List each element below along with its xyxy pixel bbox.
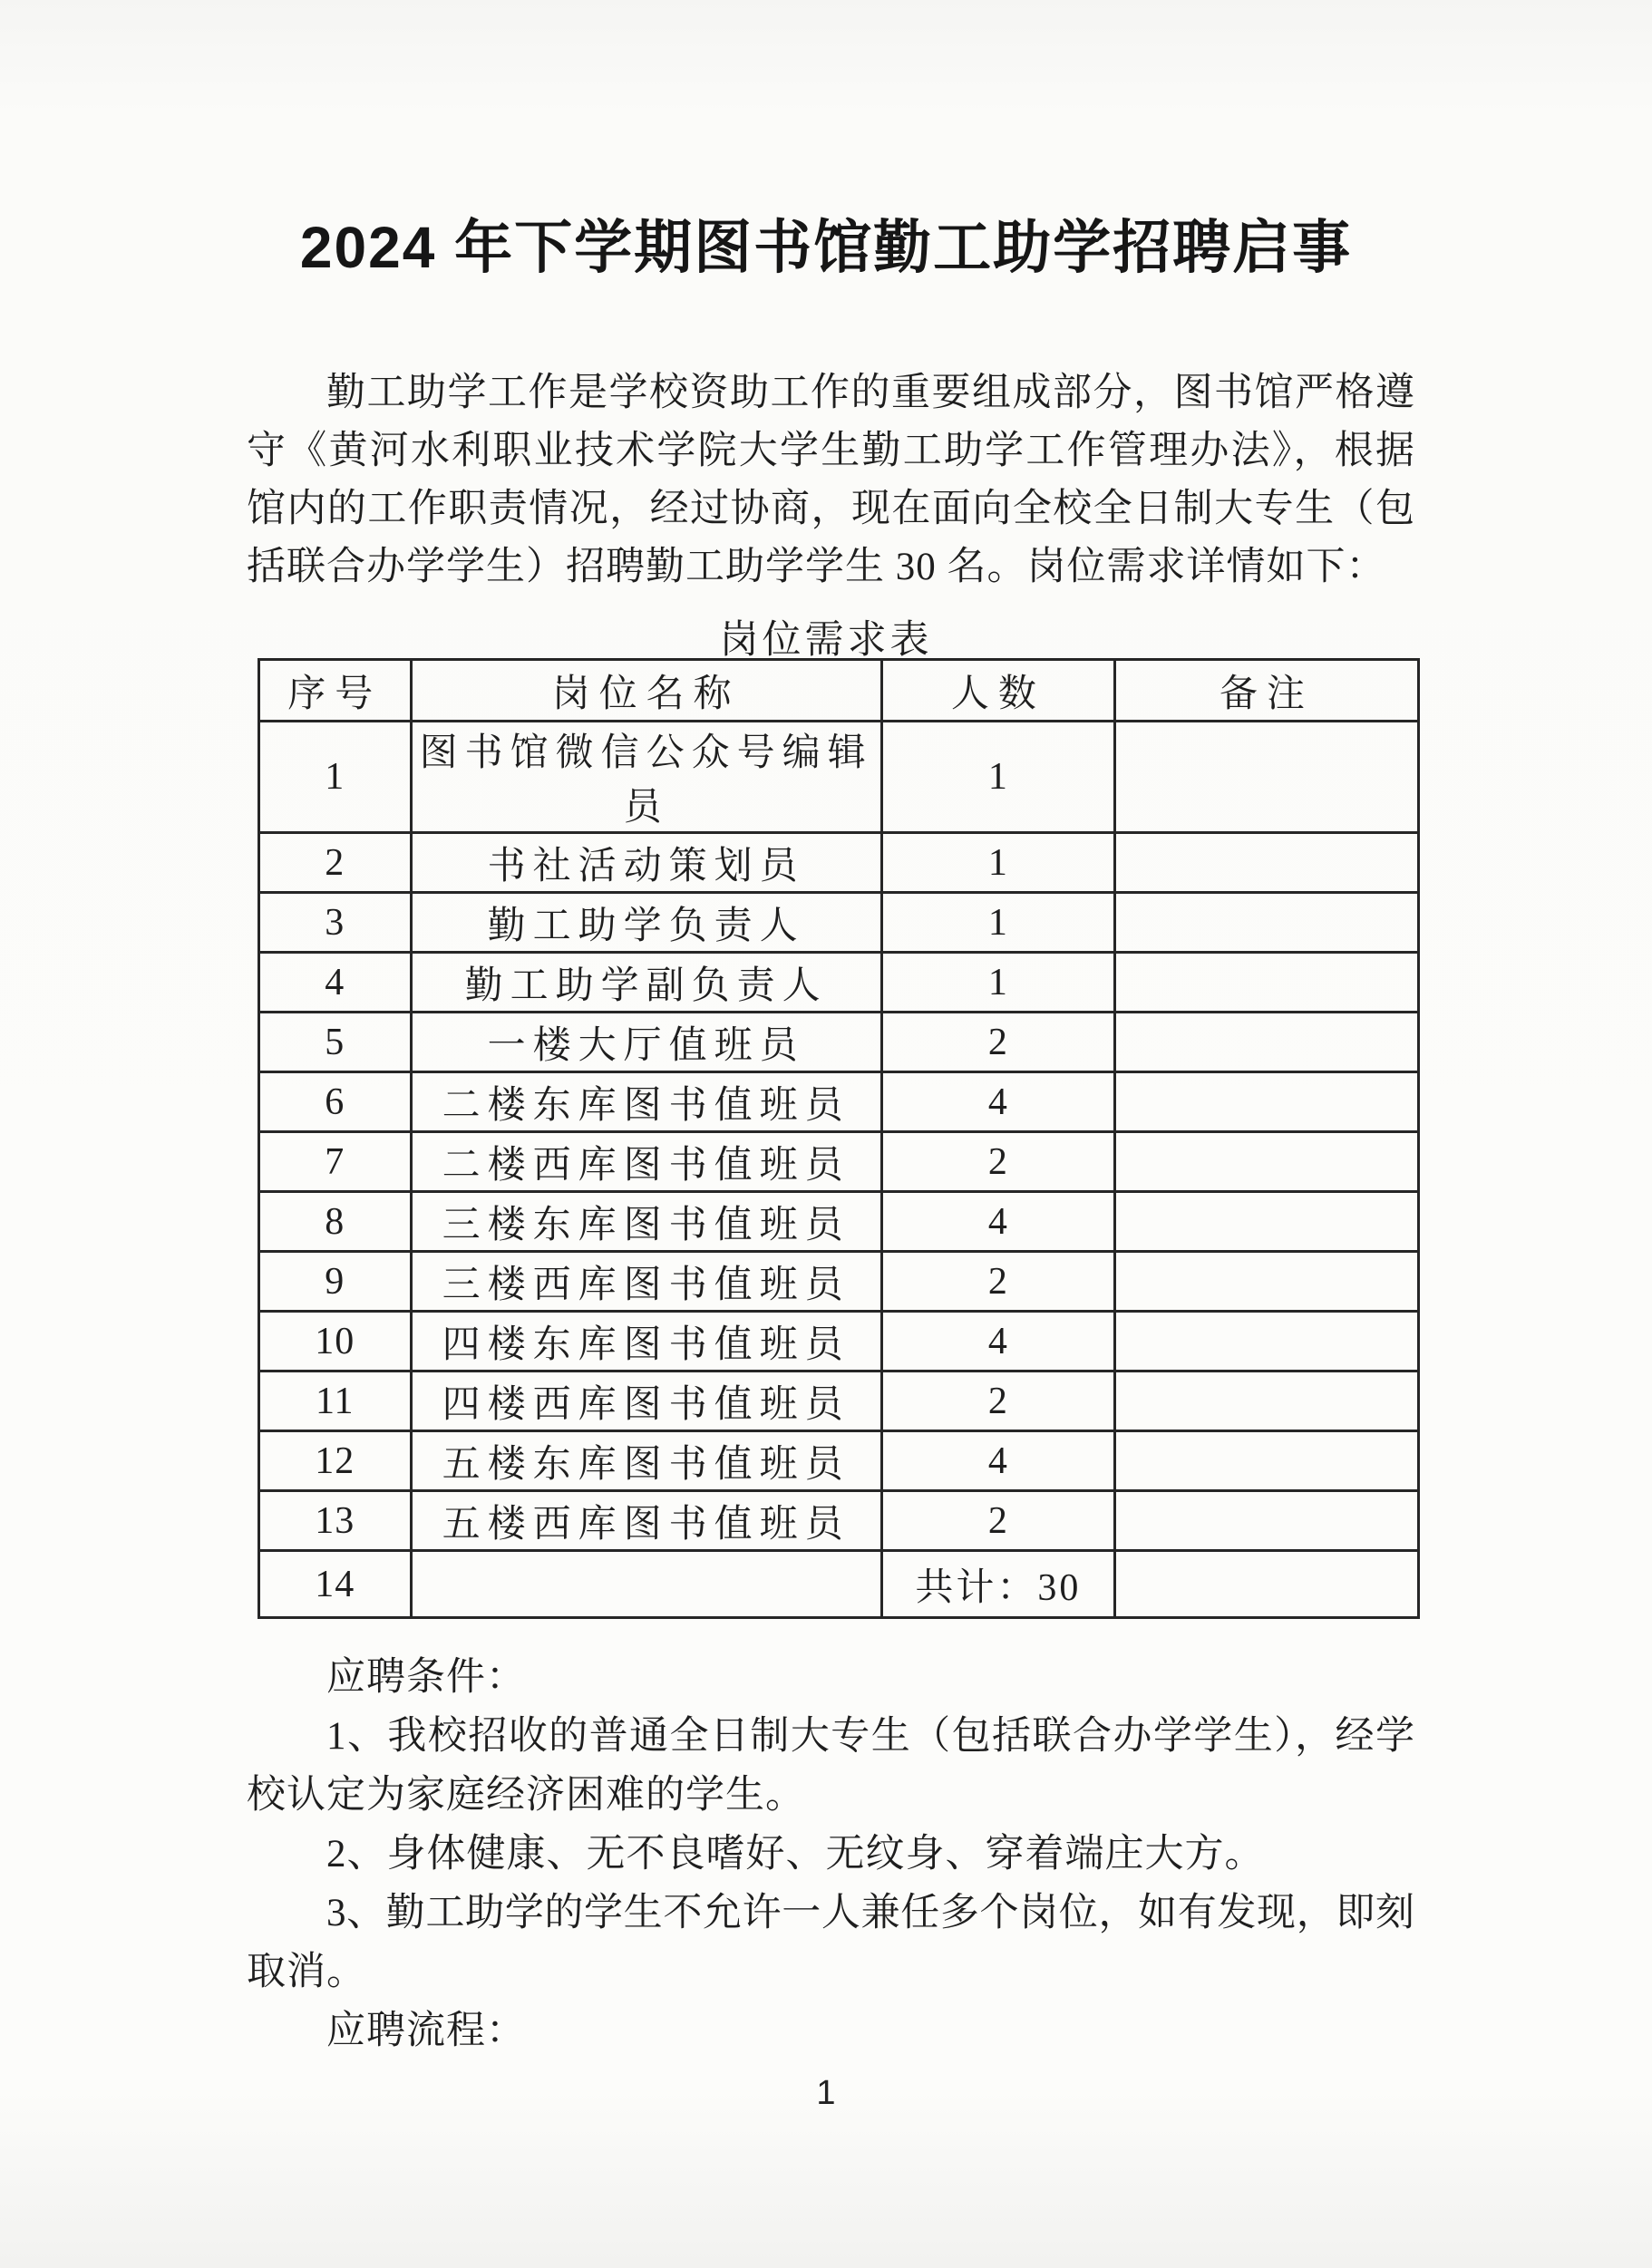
table-row <box>259 1491 1419 1551</box>
header-seq: 序号 <box>259 660 412 722</box>
header-position: 岗位名称 <box>411 660 881 722</box>
table-row <box>259 1252 1419 1312</box>
cell-count: 1 <box>881 722 1114 833</box>
condition-line: 校认定为家庭经济困难的学生。 <box>247 1774 805 1817</box>
cell-seq: 14 <box>259 1551 412 1618</box>
cell-position: 三楼东库图书值班员 <box>411 1192 881 1252</box>
application-conditions-section <box>247 1648 1414 2060</box>
cell-note <box>1114 1132 1418 1192</box>
cell-seq: 11 <box>259 1371 412 1431</box>
intro-line: 馆内的工作职责情况，经过协商，现在面向全校全日制大专生（包 <box>247 488 1414 530</box>
table-row <box>259 893 1419 953</box>
condition-line: 取消。 <box>247 1951 366 1993</box>
cell-position: 书社活动策划员 <box>411 833 881 893</box>
table-row <box>259 1132 1419 1192</box>
cell-seq: 3 <box>259 893 412 953</box>
cell-position: 一楼大厅值班员 <box>411 1013 881 1072</box>
table-row <box>259 1312 1419 1371</box>
cell-seq: 10 <box>259 1312 412 1371</box>
cell-note <box>1114 1312 1418 1371</box>
cell-note <box>1114 1072 1418 1132</box>
cell-seq: 2 <box>259 833 412 893</box>
cell-note <box>1114 1252 1418 1312</box>
cell-note <box>1114 1491 1418 1551</box>
table-row <box>259 1431 1419 1491</box>
cell-note <box>1114 722 1418 833</box>
table-row <box>259 1192 1419 1252</box>
cell-note <box>1114 893 1418 953</box>
condition-line: 3、勤工助学的学生不允许一人兼任多个岗位，如有发现，即刻 <box>326 1892 1414 1934</box>
cell-seq: 9 <box>259 1252 412 1312</box>
condition-line: 1、我校招收的普通全日制大专生（包括联合办学学生），经学 <box>326 1715 1414 1758</box>
process-heading: 应聘流程： <box>326 2010 526 2052</box>
cell-position: 勤工助学负责人 <box>411 893 881 953</box>
cell-position <box>411 1551 881 1618</box>
cell-note <box>1114 1431 1418 1491</box>
table-caption: 岗位需求表 <box>719 619 933 662</box>
cell-count: 4 <box>881 1072 1114 1132</box>
cell-seq: 12 <box>259 1431 412 1491</box>
cell-count: 2 <box>881 1132 1114 1192</box>
table-row <box>259 1371 1419 1431</box>
cell-count: 4 <box>881 1431 1114 1491</box>
intro-line: 勤工助学工作是学校资助工作的重要组成部分，图书馆严格遵 <box>326 372 1414 414</box>
cell-note <box>1114 1013 1418 1072</box>
cell-count: 2 <box>881 1013 1114 1072</box>
cell-note <box>1114 1551 1418 1618</box>
intro-paragraph <box>247 364 1414 596</box>
table-row <box>259 722 1419 833</box>
cell-position: 二楼东库图书值班员 <box>411 1072 881 1132</box>
cell-position: 五楼东库图书值班员 <box>411 1431 881 1491</box>
cell-seq: 4 <box>259 953 412 1013</box>
page-number: 1 <box>816 2074 836 2112</box>
cell-count: 4 <box>881 1312 1114 1371</box>
cell-seq: 13 <box>259 1491 412 1551</box>
cell-seq: 5 <box>259 1013 412 1072</box>
page-title: 2024 年下学期图书馆勤工助学招聘启事 <box>299 215 1353 280</box>
cell-note <box>1114 1371 1418 1431</box>
cell-count: 2 <box>881 1491 1114 1551</box>
table-row <box>259 833 1419 893</box>
cell-note <box>1114 833 1418 893</box>
header-count: 人数 <box>881 660 1114 722</box>
cell-position: 图书馆微信公众号编辑员 <box>411 722 881 833</box>
cell-count: 4 <box>881 1192 1114 1252</box>
table-row <box>259 1013 1419 1072</box>
cell-total-count: 共计：30 <box>881 1551 1114 1618</box>
cell-count: 1 <box>881 953 1114 1013</box>
cell-count: 2 <box>881 1371 1114 1431</box>
table-row <box>259 953 1419 1013</box>
cell-seq: 7 <box>259 1132 412 1192</box>
table-header-row <box>259 660 1419 722</box>
intro-line: 守《黄河水利职业技术学院大学生勤工助学工作管理办法》，根据 <box>247 430 1414 472</box>
cell-position: 五楼西库图书值班员 <box>411 1491 881 1551</box>
cell-note <box>1114 953 1418 1013</box>
intro-line: 括联合办学学生）招聘勤工助学学生 30 名。岗位需求详情如下： <box>247 546 1386 588</box>
cell-position: 二楼西库图书值班员 <box>411 1132 881 1192</box>
cell-position: 四楼东库图书值班员 <box>411 1312 881 1371</box>
cell-seq: 6 <box>259 1072 412 1132</box>
cell-position: 四楼西库图书值班员 <box>411 1371 881 1431</box>
cell-count: 2 <box>881 1252 1114 1312</box>
condition-line: 2、身体健康、无不良嗜好、无纹身、穿着端庄大方。 <box>326 1833 1265 1875</box>
table-row-total <box>259 1551 1419 1618</box>
header-note: 备注 <box>1114 660 1418 722</box>
table-row <box>259 1072 1419 1132</box>
cell-seq: 8 <box>259 1192 412 1252</box>
cell-count: 1 <box>881 833 1114 893</box>
cell-note <box>1114 1192 1418 1252</box>
conditions-heading: 应聘条件： <box>326 1656 526 1699</box>
cell-count: 1 <box>881 893 1114 953</box>
cell-position: 三楼西库图书值班员 <box>411 1252 881 1312</box>
cell-position: 勤工助学副负责人 <box>411 953 881 1013</box>
cell-seq: 1 <box>259 722 412 833</box>
job-requirements-table <box>258 658 1420 1619</box>
